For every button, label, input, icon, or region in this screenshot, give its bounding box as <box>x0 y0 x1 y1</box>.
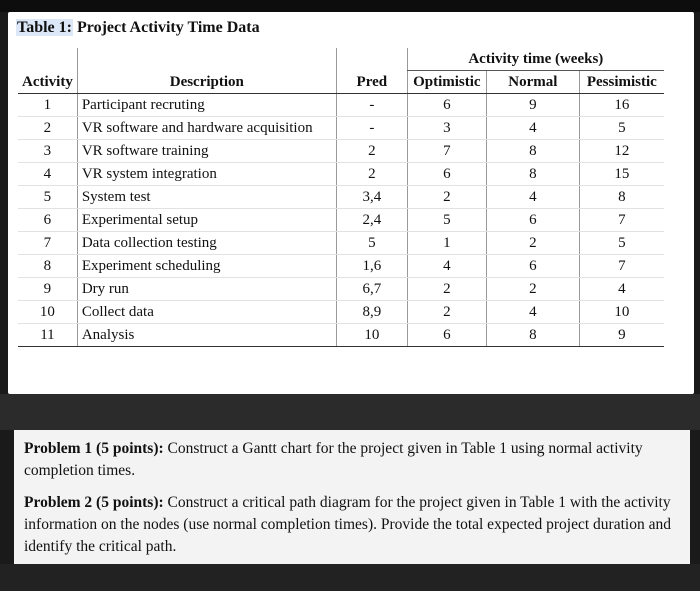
cell-pred: 2,4 <box>336 209 407 232</box>
cell-normal: 4 <box>486 186 579 209</box>
cell-pred: 2 <box>336 140 407 163</box>
cell-description: Participant recruting <box>77 94 336 117</box>
table-row <box>18 232 664 255</box>
cell-normal: 8 <box>486 324 579 347</box>
cell-activity: 5 <box>18 186 77 209</box>
table-row <box>18 324 664 347</box>
table-row <box>18 209 664 232</box>
cell-activity: 11 <box>18 324 77 347</box>
table-row <box>18 255 664 278</box>
cell-optimistic: 2 <box>407 278 486 301</box>
problems-section <box>24 438 680 568</box>
activity-time-group-header: Activity time (weeks) <box>407 48 664 71</box>
cell-pessimistic: 10 <box>579 301 664 324</box>
problem-1-title: Problem 1 (5 points): <box>24 440 164 457</box>
cell-optimistic: 7 <box>407 140 486 163</box>
caption-title: Project Activity Time Data <box>76 19 260 36</box>
cell-pessimistic: 9 <box>579 324 664 347</box>
table-row <box>18 140 664 163</box>
table-caption <box>16 19 260 37</box>
document-page-table <box>8 12 694 394</box>
cell-description: VR system integration <box>77 163 336 186</box>
cell-pessimistic: 15 <box>579 163 664 186</box>
cell-description: Analysis <box>77 324 336 347</box>
table-group-header-row <box>18 48 664 71</box>
table-row <box>18 301 664 324</box>
problem-2-title: Problem 2 (5 points): <box>24 494 164 511</box>
cell-pred: 10 <box>336 324 407 347</box>
cell-description: VR software and hardware acquisition <box>77 117 336 140</box>
table-row <box>18 117 664 140</box>
cell-pessimistic: 7 <box>579 255 664 278</box>
cell-activity: 3 <box>18 140 77 163</box>
cell-description: Data collection testing <box>77 232 336 255</box>
cell-pred: - <box>336 94 407 117</box>
table-body <box>18 94 664 347</box>
cell-activity: 8 <box>18 255 77 278</box>
cell-normal: 6 <box>486 209 579 232</box>
cell-description: System test <box>77 186 336 209</box>
cell-normal: 2 <box>486 232 579 255</box>
cell-normal: 9 <box>486 94 579 117</box>
caption-label: Table 1: <box>17 19 72 36</box>
cell-activity: 2 <box>18 117 77 140</box>
document-page-problems <box>14 430 690 564</box>
header-activity: Activity <box>18 71 77 94</box>
cell-activity: 4 <box>18 163 77 186</box>
cell-activity: 7 <box>18 232 77 255</box>
cell-activity: 6 <box>18 209 77 232</box>
cell-pessimistic: 7 <box>579 209 664 232</box>
cell-activity: 10 <box>18 301 77 324</box>
cell-optimistic: 5 <box>407 209 486 232</box>
top-dark-strip <box>0 0 700 12</box>
header-pred: Pred <box>336 71 407 94</box>
problem-1-text: Construct a Gantt chart for the project given in Table 1 using normal activity completion times. <box>24 440 643 479</box>
cell-optimistic: 4 <box>407 255 486 278</box>
cell-normal: 6 <box>486 255 579 278</box>
header-optimistic: Optimistic <box>407 71 486 94</box>
cell-activity: 1 <box>18 94 77 117</box>
problem-1 <box>24 438 680 482</box>
bottom-dark-strip <box>0 564 700 591</box>
table-header-row <box>18 71 664 94</box>
header-normal: Normal <box>486 71 579 94</box>
cell-optimistic: 2 <box>407 186 486 209</box>
header-pessimistic: Pessimistic <box>579 71 664 94</box>
cell-pessimistic: 5 <box>579 232 664 255</box>
cell-description: Collect data <box>77 301 336 324</box>
table-row <box>18 163 664 186</box>
cell-pessimistic: 4 <box>579 278 664 301</box>
cell-activity: 9 <box>18 278 77 301</box>
cell-description: Experimental setup <box>77 209 336 232</box>
table-row <box>18 278 664 301</box>
cell-optimistic: 6 <box>407 94 486 117</box>
cell-pred: 8,9 <box>336 301 407 324</box>
cell-optimistic: 1 <box>407 232 486 255</box>
cell-normal: 2 <box>486 278 579 301</box>
page-gap <box>0 394 700 430</box>
cell-optimistic: 6 <box>407 324 486 347</box>
header-description: Description <box>77 71 336 94</box>
problem-2-text: Construct a critical path diagram for the project given in Table 1 with the activity information on the nodes (use normal completion times). Provide the total expected project duration and identify the critical path. <box>24 494 671 555</box>
cell-pred: 2 <box>336 163 407 186</box>
cell-optimistic: 6 <box>407 163 486 186</box>
cell-optimistic: 3 <box>407 117 486 140</box>
cell-description: Experiment scheduling <box>77 255 336 278</box>
cell-normal: 8 <box>486 140 579 163</box>
cell-normal: 4 <box>486 301 579 324</box>
table-row <box>18 186 664 209</box>
cell-pessimistic: 16 <box>579 94 664 117</box>
problem-2 <box>24 492 680 558</box>
cell-pred: 1,6 <box>336 255 407 278</box>
cell-pessimistic: 8 <box>579 186 664 209</box>
cell-normal: 4 <box>486 117 579 140</box>
cell-pessimistic: 5 <box>579 117 664 140</box>
cell-optimistic: 2 <box>407 301 486 324</box>
cell-pred: 6,7 <box>336 278 407 301</box>
cell-normal: 8 <box>486 163 579 186</box>
cell-description: VR software training <box>77 140 336 163</box>
activity-time-table <box>18 48 664 347</box>
cell-description: Dry run <box>77 278 336 301</box>
cell-pessimistic: 12 <box>579 140 664 163</box>
cell-pred: 3,4 <box>336 186 407 209</box>
table-row <box>18 94 664 117</box>
cell-pred: 5 <box>336 232 407 255</box>
cell-pred: - <box>336 117 407 140</box>
